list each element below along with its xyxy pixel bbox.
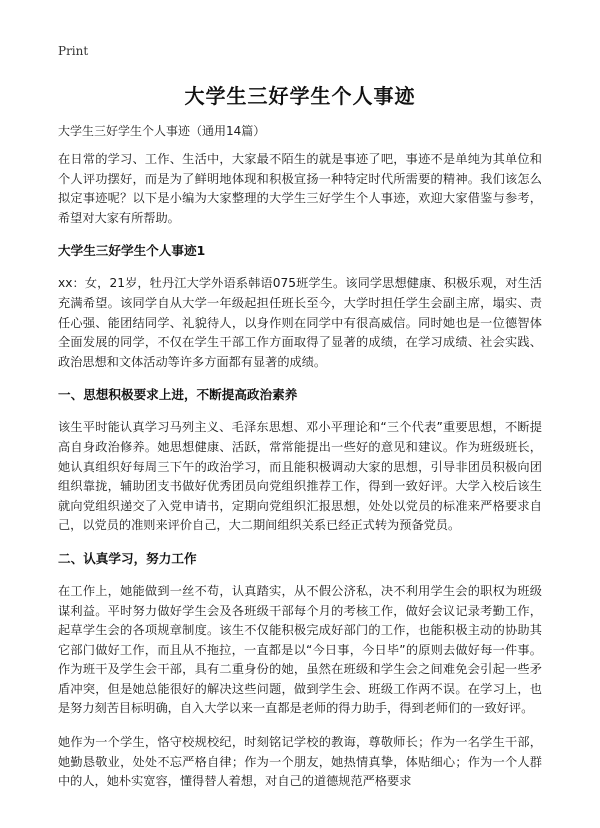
heading-study-work: 二、认真学习，努力工作 [58,550,197,566]
document-body [58,150,542,806]
print-label: Print [58,44,89,58]
intro-paragraph: 在日常的学习、工作、生活中，大家最不陌生的就是事迹了吧，事迹不是单纯为其单位和个人评功摆好，而是为了鲜明地体现和积极宣扬一种特定时代所需要的精神。我们该怎么拟定事迹呢？以下是小编为大家整理的大学生三好学生个人事迹，欢迎大家借鉴与参考，希望对大家有所帮助。 [58,152,542,225]
section-title: 大学生三好学生个人事迹1 [58,243,206,259]
profile-paragraph: xx：女，21岁，牡丹江大学外语系韩语075班学生。该同学思想健康、积极乐观，对生活充满希望。该同学自从大学一年级起担任班长至今，大学时担任学生会副主席，塌实、责任心强、能团结同学、礼貌待人，以身作则在同学中有很高威信。同时她也是一位德智体全面发展的同学，不仅在学生干部工作方面取得了显著的成绩，在学习成绩、社会实践、政治思想和文体活动等许多方面都有显著的成绩。 [58,276,542,369]
character-paragraph: 她作为一个学生，恪守校规校纪，时刻铭记学校的教诲，尊敬师长；作为一名学生干部，她勤恳敬业，处处不忘严格自律；作为一个朋友，她热情真挚，体贴细心；作为一个人群中的人，她朴实宽容，懂得替人着想，对自己的道德规范严格要求 [58,735,542,789]
political-paragraph: 该生平时能认真学习马列主义、毛泽东思想、邓小平理论和“三个代表”重要思想，不断提高自身政治修养。她思想健康、活跃，常常能提出一些好的意见和建议。作为班级班长，她认真组织好每周三下午的政治学习，而且能积极调动大家的思想，引导非团员积极向团组织靠拢，辅助团支书做好优秀团员向党组织推荐工作，得到一致好评。大学入校后该生就向党组织递交了入党申请书，定期向党组织汇报思想，处处以党员的标准来严格要求自己，以党员的准则来评价自己，大二期间组织关系已经正式转为预备党员。 [58,420,542,533]
work-paragraph: 在工作上，她能做到一丝不苟，认真踏实，从不假公济私，决不利用学生会的职权为班级谋利益。平时努力做好学生会及各班级干部每个月的考核工作，做好会议记录考勤工作，起草学生会的各项规章制度。该生不仅能积极完成好部门的工作，也能积极主动的协助其它部门做好工作，而且从不拖拉，一直都是以“今日事，今日毕”的原则去做好每一件事。作为班干及学生会干部，具有二重身份的她，虽然在班级和学生会之间难免会引起一些矛盾冲突，但是她总能很好的解决这些问题，做到学生会、班级工作两不误。在学习上，也是努力刻苦目标明确，自入大学以来一直都是老师的得力助手，得到老师们的一致好评。 [58,583,542,716]
heading-political: 一、思想积极要求上进，不断提高政治素养 [58,387,298,403]
page-title: 大学生三好学生个人事迹 [184,84,416,108]
document-subtitle: 大学生三好学生个人事迹（通用14篇） [58,124,266,138]
